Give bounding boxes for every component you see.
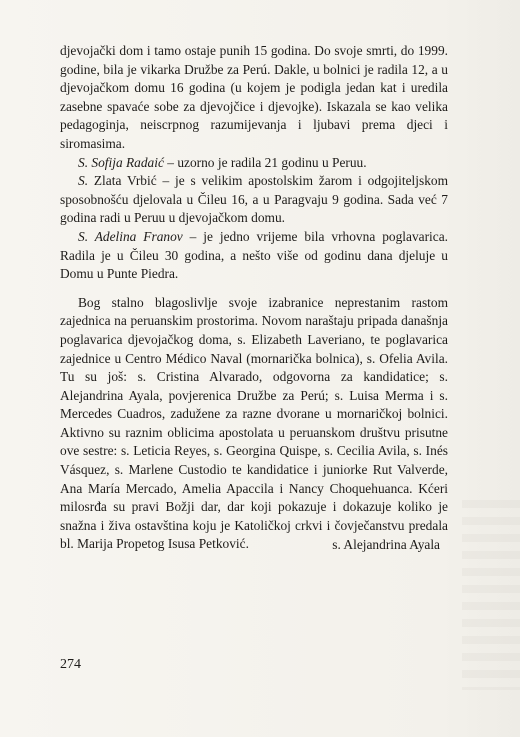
entry-sofija-radaic	[60, 154, 448, 173]
entry-name: S.	[78, 173, 89, 189]
entry-zlata-vrbic	[60, 172, 448, 228]
entry-text: Zlata Vrbić – je s velikim apostolskim žarom i odgojiteljskom sposobnošću djelovala u Čileu 16, a u Paragvaju 9 godina. Sada već 7 godina radi u Peruu u djevojačkom domu.	[60, 173, 448, 226]
signature: s. Alejandrina Ayala	[332, 537, 440, 552]
body-text	[60, 42, 448, 554]
entry-name: S. Adelina Franov	[78, 228, 183, 244]
page-number: 274	[60, 657, 81, 672]
entry-adelina-franov	[60, 228, 448, 284]
paragraph-intro: djevojački dom i tamo ostaje punih 15 godina. Do svoje smrti, do 1999. godine, bila je vikarka Družbe za Perú. Dakle, u bolnici je radila 12, a u djevojačkom domu 16 godina (u kojem je podigla jedan kat i uredila zasebne spavaće sobe za djevojčice i djevojke). Iskazala se kao velika pedagoginja, neiscrpnog razumijevanja i ljubavi prema djeci i siromasima.	[60, 43, 448, 151]
entry-text: – uzorno je radila 21 godinu u Peruu.	[163, 154, 367, 170]
entry-name: S. Sofija Radaić	[78, 154, 164, 170]
entry-text: – je jedno vrijeme bila vrhovna poglavarica. Radila je u Čileu 30 godina, a nešto više od godinu dana djeluje u Domu u Punte Piedra.	[60, 228, 448, 282]
paragraph-community: Bog stalno blagoslivlje svoje izabranice neprestanim rastom zajednica na peruanskim prostorima. Novom naraštaju pripada današnja poglavarica djevojačkog doma, s. Elizabeth Laveriano, te poglavarica zajednice u Centro Médico Naval (mornarička bolnica), s. Ofelia Avila. Tu su još: s. Cristina Alvarado, odgovorna za kandidatice; s. Alejandrina Ayala, povjerenica Družbe za Perú; s. Luisa Merma i s. Mercedes Cuadros, zadužene za razne dvorane u mornaričkoj bolnici. Aktivno su raznim oblicima apostolata u peruanskom društvu prisutne ove sestre: s. Leticia Reyes, s. Georgina Quispe, s. Cecilia Avila, s. Inés Vásquez, s. Marlene Custodio te kandidatice i juniorke Rut Valverde, Ana María Mercado, Amelia Apaccila i Nancy Choquehuanca. Kćeri milosrđa su pravi Božji dar, dar koji pokazuje i dokazuje koliko je snažna i živa ostavština koju je Katoličkoj crkvi i čovječanstvu predala bl. Marija Propetog Isusa Petković.	[60, 294, 448, 552]
show-through-from-next-page	[462, 500, 520, 690]
paragraph-gap	[60, 284, 448, 294]
